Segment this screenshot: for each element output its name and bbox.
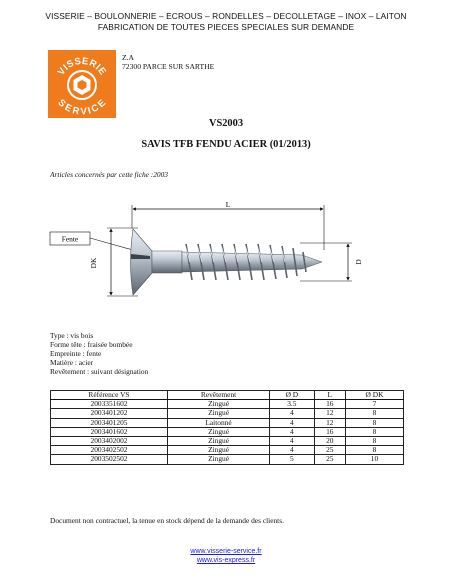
dim-d-label: D <box>354 259 363 265</box>
cell-coating: Laitonné <box>167 418 269 427</box>
cell-length: 25 <box>314 446 345 455</box>
reference-table <box>50 390 404 465</box>
col-header-coating: Revêtement <box>167 391 269 400</box>
screw-thread-core <box>182 252 322 272</box>
col-header-reference: Référence VS <box>51 391 168 400</box>
spec-drive: Empreinte : fente <box>50 349 102 358</box>
fente-label: Fente <box>61 234 79 244</box>
cell-reference: 2003402502 <box>51 446 168 455</box>
cell-length: 25 <box>314 455 345 464</box>
product-code: VS2003 <box>208 118 244 129</box>
logo-text-top: VISSERIE <box>55 55 109 78</box>
logo-text-bottom: SERVICE <box>55 97 109 118</box>
cell-head-diameter: 8 <box>345 427 403 436</box>
screw-head <box>131 229 153 295</box>
cell-length: 20 <box>314 437 345 446</box>
address-line-2: 72300 PARCE SUR SARTHE <box>122 62 215 71</box>
cell-reference: 2003351602 <box>51 400 168 409</box>
cell-length: 16 <box>314 427 345 436</box>
spec-head-shape: Forme tête : fraisée bombée <box>50 340 133 349</box>
cell-head-diameter: 8 <box>345 418 403 427</box>
cell-reference: 2003401602 <box>51 427 168 436</box>
header-line-2: FABRICATION DE TOUTES PIECES SPECIALES SUR DEMANDE <box>97 22 355 32</box>
cell-diameter: 4 <box>270 409 314 418</box>
col-header-head-diameter: Ø DK <box>345 391 403 400</box>
cell-diameter: 4 <box>270 437 314 446</box>
cell-head-diameter: 8 <box>345 446 403 455</box>
cell-coating: Zingué <box>167 427 269 436</box>
cell-head-diameter: 8 <box>345 409 403 418</box>
table-row <box>51 418 404 427</box>
cell-coating: Zingué <box>167 400 269 409</box>
address-line-1: Z.A <box>122 53 135 62</box>
cell-coating: Zingué <box>167 446 269 455</box>
screw-image <box>131 229 323 295</box>
cell-head-diameter: 10 <box>345 455 403 464</box>
cell-coating: Zingué <box>167 455 269 464</box>
disclaimer-note: Document non contractuel, la tenue en stock dépend de la demande des clients. <box>50 516 284 525</box>
table-row <box>51 409 404 418</box>
cell-length: 12 <box>314 418 345 427</box>
cell-reference: 2003502502 <box>51 455 168 464</box>
cell-diameter: 4 <box>270 427 314 436</box>
cell-diameter: 3.5 <box>270 400 314 409</box>
cell-coating: Zingué <box>167 437 269 446</box>
header-line-1: VISSERIE – BOULONNERIE – ECROUS – RONDELLES – DECOLLETAGE – INOX – LAITON <box>45 11 407 21</box>
cell-length: 16 <box>314 400 345 409</box>
screw-shank <box>152 251 182 273</box>
specs-list <box>50 331 148 376</box>
cell-diameter: 4 <box>270 418 314 427</box>
product-title: SAVIS TFB FENDU ACIER (01/2013) <box>141 139 311 150</box>
col-header-diameter: Ø D <box>270 391 314 400</box>
cell-reference: 2003401202 <box>51 409 168 418</box>
dim-dk-label: DK <box>89 257 98 269</box>
cell-diameter: 4 <box>270 446 314 455</box>
cell-head-diameter: 7 <box>345 400 403 409</box>
cell-reference: 2003402002 <box>51 437 168 446</box>
cell-diameter: 5 <box>270 455 314 464</box>
spec-coating: Revêtement : suivant désignation <box>50 367 149 376</box>
cell-coating: Zingué <box>167 409 269 418</box>
spec-material: Matière : acier <box>50 358 94 367</box>
spec-type: Type : vis bois <box>50 331 94 340</box>
cell-length: 12 <box>314 409 345 418</box>
website-link-visserie-service[interactable]: www.visserie-service.fr <box>190 548 262 555</box>
cell-head-diameter: 8 <box>345 437 403 446</box>
articles-note: Articles concernés par cette fiche :2003 <box>50 170 169 179</box>
col-header-length: L <box>314 391 345 400</box>
website-link-vis-express[interactable]: www.vis-express.fr <box>196 557 256 564</box>
table-row <box>51 455 404 464</box>
dim-l-label: L <box>225 200 231 209</box>
cell-reference: 2003401205 <box>51 418 168 427</box>
